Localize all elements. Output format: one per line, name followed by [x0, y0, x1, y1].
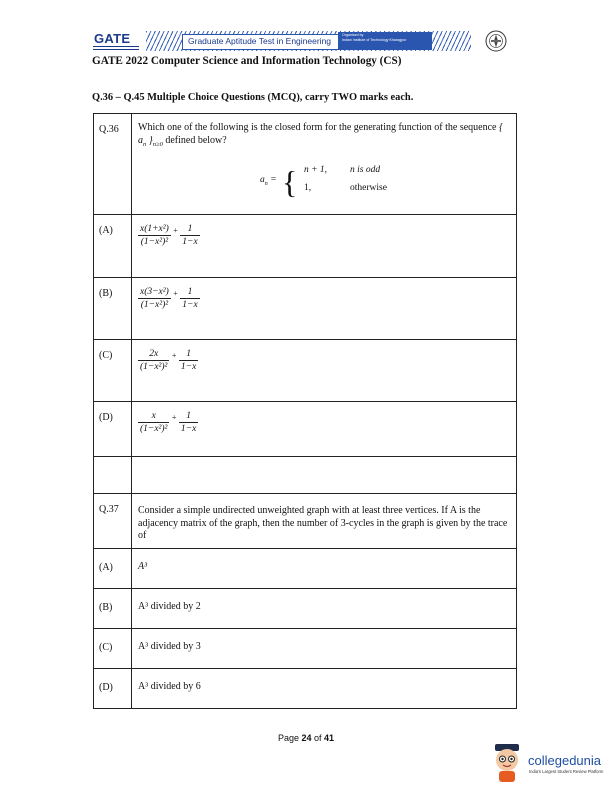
option-row-b[interactable]: (B) $\frac{\text{x(3−x²)}}{\text{(1−x²)²}}$ + $\frac{1}{1-x}$	[93, 278, 517, 340]
option-label: (B)	[94, 278, 132, 339]
option-label: (D)	[94, 402, 132, 456]
option-label: (C)	[94, 629, 132, 668]
gate-logo	[92, 30, 142, 52]
banner-text: Graduate Aptitude Test in Engineering	[188, 36, 332, 46]
option-label: (B)	[94, 589, 132, 628]
spacer-row	[93, 457, 517, 494]
piecewise-definition: $a_n$ = { n + 1, n is odd 1, otherwise	[260, 164, 387, 200]
option-label: (A)	[94, 215, 132, 277]
option-row-d[interactable]: (D) A³ divided by 6	[93, 669, 517, 709]
option-row-c[interactable]: (C) $\frac{2x}{\text{(1−x²)²}}$ + $\frac{1}{1-x}$	[93, 340, 517, 402]
question-table	[93, 113, 517, 709]
iit-emblem-icon	[485, 30, 507, 52]
question-number: Q.37	[94, 494, 132, 548]
gate-logo-text: GATE	[94, 31, 131, 46]
page-number: Page 24 of 41	[277, 733, 335, 743]
option-label: (A)	[94, 549, 132, 588]
organiser-text: Organised by Indian Institute of Technology Kharagpur	[342, 33, 407, 42]
question-row-q37	[93, 494, 517, 549]
option-row-a[interactable]: (A) A³	[93, 549, 517, 589]
option-label: (C)	[94, 340, 132, 401]
option-row-c[interactable]: (C) A³ divided by 3	[93, 629, 517, 669]
option-row-d[interactable]: (D) $\frac{x}{\text{(1−x²)²}}$ + $\frac{1}{1-x}$	[93, 402, 517, 457]
section-title: Q.36 – Q.45 Multiple Choice Questions (MCQ), carry TWO marks each.	[92, 92, 414, 103]
option-row-b[interactable]: (B) A³ divided by 2	[93, 589, 517, 629]
option-row-a[interactable]: (A) $\frac{\text{x(1+x²)}}{\text{(1−x²)²}}$ + $\frac{1}{1-x}$	[93, 215, 517, 278]
question-text: Consider a simple undirected unweighted graph with at least three vertices. If A is the adjacency matrix of the graph, then the number of 3-cycles in the graph is given by the trace of	[138, 505, 508, 541]
collegedunia-brand: collegedunia	[528, 753, 602, 768]
question-number: Q.36	[94, 114, 132, 214]
mascot-icon	[490, 744, 524, 782]
collegedunia-tagline: India's Largest Student Review Platform	[529, 769, 604, 774]
exam-title: GATE 2022 Computer Science and Information Technology (CS)	[92, 55, 402, 67]
option-label: (D)	[94, 669, 132, 708]
question-row-q36	[93, 113, 517, 215]
question-text: Which one of the following is the closed form for the generating function of the sequence { $a_n$ }$_{n\ge 0}$ defined below? $a_n$ = { n + 1, n is odd 1, otherwise	[138, 122, 503, 200]
